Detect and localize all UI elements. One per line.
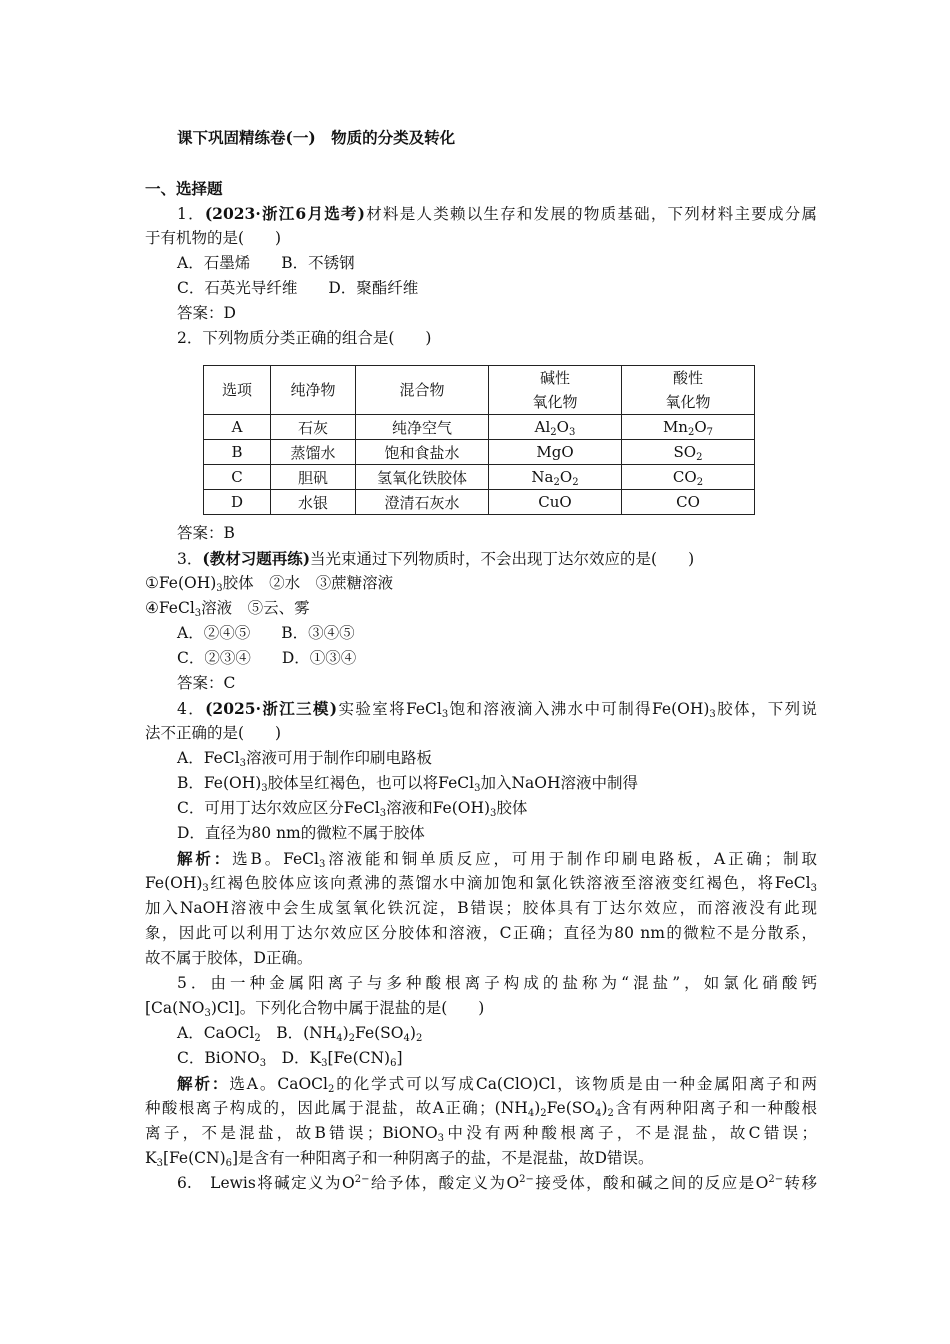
table-row — [204, 415, 755, 440]
question-3-stem: 3．(教材习题再练)当光束通过下列物质时，不会出现丁达尔效应的是( ) — [177, 549, 695, 568]
header-acidic-oxide: 酸性 氧化物 — [622, 366, 755, 415]
question-4-option-c: C．可用丁达尔效应区分FeCl$_3$溶液和$Fe(OH)_3$胶体 — [177, 799, 528, 819]
section-heading: 一、选择题 — [145, 179, 223, 198]
cell-pure: 石灰 — [271, 415, 356, 440]
header-mixture: 混合物 — [356, 366, 489, 415]
cell-option: C — [204, 465, 271, 490]
header-basic-oxide: 碱性 氧化物 — [489, 366, 622, 415]
question-2-answer: 答案：B — [177, 524, 235, 542]
cell-pure: 胆矾 — [271, 465, 356, 490]
cell-mixture: 饱和食盐水 — [356, 440, 489, 465]
cell-mixture: 纯净空气 — [356, 415, 489, 440]
cell-acidic-oxide: $CO_2$ — [622, 465, 755, 490]
question-4-option-d: D．直径为80 nm的微粒不属于胶体 — [177, 824, 425, 842]
table-row — [204, 490, 755, 515]
question-5-options-ab: A．CaOCl$_2$ B．$(NH_4)_2Fe(SO_4)_2$ — [177, 1024, 423, 1044]
question-5-explanation-2: 种酸根离子构成的，因此属于混盐，故A正确；$(NH_4)_2Fe(SO_4)_2$含有两种阳离子和一种酸根 — [145, 1099, 817, 1119]
cell-option: D — [204, 490, 271, 515]
question-6-stem: 6. Lewis将碱定义为$O^{2-}$给予体，酸定义为$O^{2-}$接受体，酸和碱之间的反应是$O^{2-}$转移 — [177, 1174, 817, 1192]
question-4-option-b: B．$Fe(OH)_3$胶体呈红褐色，也可以将FeCl$_3$加入NaOH溶液中制得 — [177, 774, 638, 794]
question-4-stem: 4．(2025·浙江三模)实验室将FeCl$_3$饱和溶液滴入沸水中可制得$Fe(OH)_3$胶体，下列说 — [177, 699, 817, 720]
cell-basic-oxide: $Na_2O_2$ — [489, 465, 622, 490]
cell-pure: 蒸馏水 — [271, 440, 356, 465]
question-3-options-ab: A．②④⑤ B．③④⑤ — [177, 624, 355, 642]
cell-acidic-oxide: $SO_2$ — [622, 440, 755, 465]
question-4-explanation-1: 解析：选B。FeCl$_3$溶液能和铜单质反应，可用于制作印刷电路板，A正确；制取 — [177, 849, 817, 870]
header-pure: 纯净物 — [271, 366, 356, 415]
table-header-row — [204, 366, 755, 415]
classification-table — [203, 365, 755, 515]
question-3-items-2: ④FeCl$_3$溶液 ⑤云、雾 — [145, 599, 310, 619]
question-3-options-cd: C．②③④ D．①③④ — [177, 649, 357, 667]
cell-option: B — [204, 440, 271, 465]
cell-basic-oxide: MgO — [489, 440, 622, 465]
question-4-explanation-5: 故不属于胶体，D正确。 — [145, 949, 313, 967]
question-4-option-a: A．FeCl$_3$溶液可用于制作印刷电路板 — [177, 749, 432, 769]
question-1-options-cd: C．石英光导纤维 D．聚酯纤维 — [177, 279, 419, 297]
cell-basic-oxide: CuO — [489, 490, 622, 515]
question-4-explanation-3: 加入NaOH溶液中会生成氢氧化铁沉淀，B错误；胶体具有丁达尔效应，而溶液没有此现 — [145, 899, 817, 917]
question-5-explanation-4: $K_3[Fe(CN)_6]$是含有一种阳离子和一种阴离子的盐，不是混盐，故D错误。 — [145, 1149, 654, 1169]
question-3-items-1: $①Fe(OH)_3$胶体 ②水 ③蔗糖溶液 — [145, 574, 394, 594]
page-title: 课下巩固精练卷(一) 物质的分类及转化 — [177, 128, 456, 147]
question-5-options-cd: C．BiONO$_3$ D．$K_3[Fe(CN)_6]$ — [177, 1049, 403, 1069]
table-row — [204, 440, 755, 465]
question-5-stem: 5．由一种金属阳离子与多种酸根离子构成的盐称为“混盐”，如氯化硝酸钙 — [177, 974, 817, 992]
question-1-options-ab: A．石墨烯 B．不锈钢 — [177, 254, 355, 272]
header-option: 选项 — [204, 366, 271, 415]
question-1-answer: 答案：D — [177, 304, 236, 322]
cell-acidic-oxide: $Mn_2O_7$ — [622, 415, 755, 440]
cell-pure: 水银 — [271, 490, 356, 515]
cell-option: A — [204, 415, 271, 440]
question-5-stem-cont: $[Ca(NO_3)Cl]$。下列化合物中属于混盐的是( ) — [145, 999, 485, 1019]
question-4-explanation-4: 象，因此可以利用丁达尔效应区分胶体和溶液，C正确；直径为80 nm的微粒不是分散系， — [145, 924, 817, 942]
document-page — [145, 124, 817, 1196]
question-1-stem-cont: 于有机物的是( ) — [145, 229, 282, 247]
question-4-explanation-2: $Fe(OH)_3$红褐色胶体应该向煮沸的蒸馏水中滴加饱和氯化铁溶液至溶液变红褐色，将FeCl$_3$ — [145, 874, 817, 894]
cell-basic-oxide: $Al_2O_3$ — [489, 415, 622, 440]
question-2-stem: 2．下列物质分类正确的组合是( ) — [177, 329, 432, 347]
question-5-explanation-3: 离子，不是混盐，故B错误；BiONO$_3$中没有两种酸根离子，不是混盐，故C错误； — [145, 1124, 817, 1144]
cell-acidic-oxide: CO — [622, 490, 755, 515]
cell-mixture: 氢氧化铁胶体 — [356, 465, 489, 490]
cell-mixture: 澄清石灰水 — [356, 490, 489, 515]
question-4-stem-cont: 法不正确的是( ) — [145, 724, 282, 742]
question-5-explanation-1: 解析：选A。CaOCl$_2$的化学式可以写成Ca(ClO)Cl，该物质是由一种金属阳离子和两 — [177, 1074, 817, 1095]
question-1-stem: 1．(2023·浙江6月选考)材料是人类赖以生存和发展的物质基础，下列材料主要成分属 — [177, 204, 817, 223]
question-3-answer: 答案：C — [177, 674, 236, 692]
table-row — [204, 465, 755, 490]
